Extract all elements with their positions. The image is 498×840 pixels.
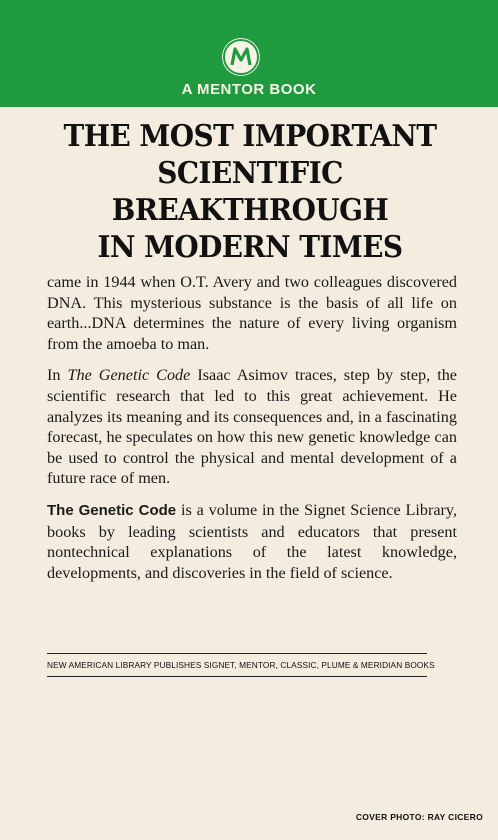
headline-line-1: THE MOST IMPORTANT (63, 119, 437, 154)
book-title-italic: The Genetic Code (67, 366, 191, 385)
headline-line-4: IN MODERN TIMES (97, 230, 403, 265)
headline-line-3: BREAKTHROUGH (111, 193, 389, 228)
blurb-p3-rest: is a volume in the Signet Science Library, books by leading scientists and educators that present nontechnical explanations of the latest knowledge, developments, and discoveries in the field of science. (47, 500, 458, 582)
headline (36, 118, 464, 266)
cover-credit: COVER PHOTO: RAY CICERO (355, 812, 483, 822)
blurb-paragraph-3 (47, 500, 457, 583)
blurb-paragraph-2 (47, 365, 457, 489)
blurb-paragraph-1: came in 1944 when O.T. Avery and two colleagues discovered DNA. This mysterious substance is the basis of all life on earth...DNA determines the nature of every living organism from the amoeba to man. (47, 273, 457, 353)
blurb-p2-prefix: In (47, 366, 68, 385)
book-title-bold: The Genetic Code (47, 501, 177, 519)
mentor-circle-logo-icon (222, 38, 260, 76)
publisher-line: NEW AMERICAN LIBRARY PUBLISHES SIGNET, MENTOR, CLASSIC, PLUME & MERIDIAN BOOKS (47, 653, 427, 677)
headline-line-2: SCIENTIFIC (157, 156, 343, 191)
blurb (47, 272, 457, 594)
imprint-label: A MENTOR BOOK (181, 81, 317, 98)
blurb-p2-rest: Isaac Asimov traces, step by step, the scientific research that led to this great achievement. He analyzes its meaning and its consequences and, in a fascinating forecast, he speculates on how this new genetic knowledge can be used to control the physical and mental development of a future race of men. (47, 366, 457, 488)
